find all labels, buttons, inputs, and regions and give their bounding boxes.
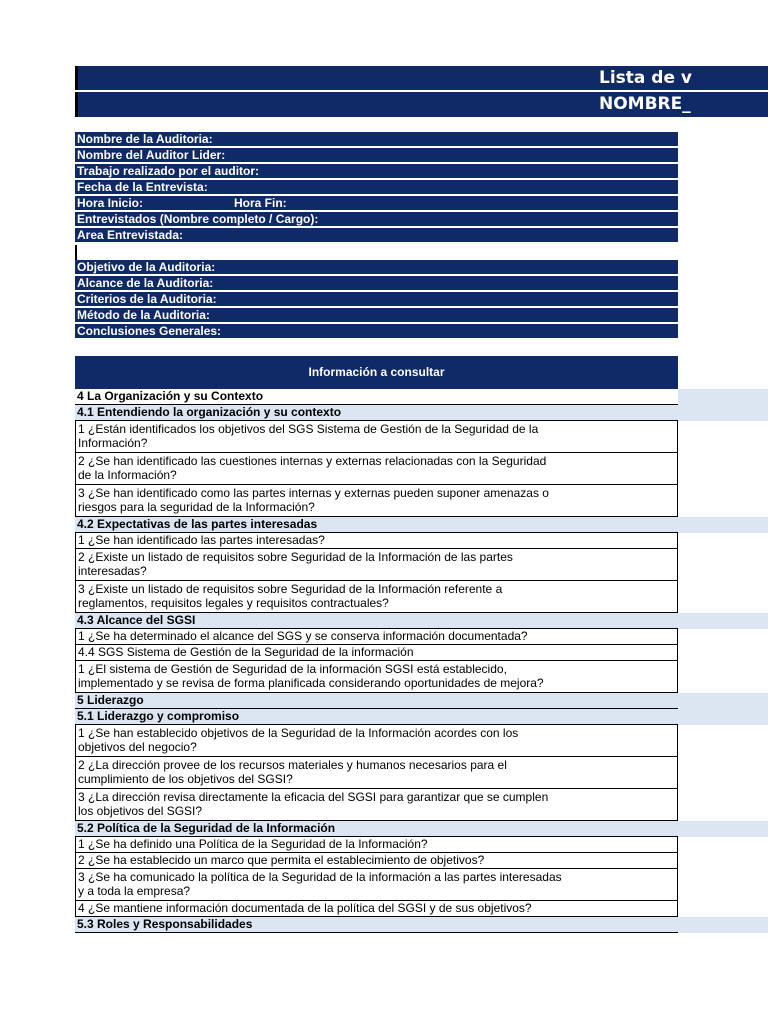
question-text: implementado y se revisa de forma planificada considerando oportunidades de mejora?	[78, 676, 544, 690]
info-table-header: Información a consultar	[75, 356, 678, 389]
section-heading[interactable]	[75, 821, 678, 837]
section-band	[678, 405, 768, 421]
field-work-by-auditor[interactable]: Trabajo realizado por el auditor:	[75, 164, 678, 179]
field-interviewees[interactable]: Entrevistados (Nombre completo / Cargo):	[75, 212, 678, 227]
cell-cursor	[75, 245, 77, 260]
question-text: los objetivos del SGSI?	[78, 804, 203, 818]
section-heading-text: 5.1 Liderazgo y compromiso	[77, 709, 240, 723]
name-bar	[75, 92, 768, 117]
question-text: objetivos del negocio?	[78, 740, 197, 754]
question-text: 3 ¿La dirección revisa directamente la eficacia del SGSI para garantizar que se cumplen	[78, 790, 549, 804]
question-text: riesgos para la seguridad de la Información?	[78, 500, 315, 514]
section-heading[interactable]	[75, 693, 678, 709]
question-text: 3 ¿Existe un listado de requisitos sobre Seguridad de la Información referente a	[78, 582, 503, 596]
question-row[interactable]	[75, 581, 678, 613]
section-band	[678, 389, 768, 405]
section-band	[678, 693, 768, 709]
field-lead-auditor[interactable]: Nombre del Auditor Lider:	[75, 148, 678, 163]
question-row[interactable]	[75, 645, 678, 661]
section-heading-text: 4.1 Entendiendo la organización y su contexto	[77, 405, 342, 419]
question-text: cumplimiento de los objetivos del SGSI?	[78, 772, 293, 786]
question-row[interactable]	[75, 549, 678, 581]
question-row[interactable]	[75, 869, 678, 901]
question-text: 1 ¿El sistema de Gestión de Seguridad de la información SGSI está establecido,	[78, 662, 507, 676]
section-heading-text: 5.2 Política de la Seguridad de la Información	[77, 821, 336, 835]
question-row[interactable]	[75, 421, 678, 453]
question-text: 1 ¿Se han establecido objetivos de la Seguridad de la Información acordes con los	[78, 726, 519, 740]
end-time-label: Hora Fin:	[234, 196, 287, 210]
question-row[interactable]	[75, 837, 678, 853]
section-heading[interactable]	[75, 917, 678, 933]
question-row[interactable]	[75, 789, 678, 821]
question-text: 2 ¿La dirección provee de los recursos materiales y humanos necesarios para el	[78, 758, 507, 772]
section-band	[678, 709, 768, 725]
field-conclusions[interactable]: Conclusiones Generales:	[75, 324, 678, 339]
question-row[interactable]	[75, 533, 678, 549]
start-time-label: Hora Inicio:	[77, 196, 144, 210]
field-area[interactable]: Area Entrevistada:	[75, 228, 678, 243]
question-text: 4 ¿Se mantiene información documentada de la política del SGSI y de sus objetivos?	[78, 901, 532, 915]
question-row[interactable]	[75, 453, 678, 485]
question-text: 2 ¿Se ha establecido un marco que permita el establecimiento de objetivos?	[78, 853, 485, 867]
field-interview-date[interactable]: Fecha de la Entrevista:	[75, 180, 678, 195]
field-audit-scope[interactable]: Alcance de la Auditoria:	[75, 276, 678, 291]
field-audit-criteria[interactable]: Criterios de la Auditoria:	[75, 292, 678, 307]
section-heading-text: 5 Liderazgo	[77, 693, 144, 707]
question-text: 1 ¿Se han identificado las partes interesadas?	[78, 533, 325, 547]
question-text: 3 ¿Se han identificado como las partes internas y externas pueden suponer amenazas o	[78, 486, 549, 500]
section-heading-text: 5.3 Roles y Responsabilidades	[77, 917, 253, 931]
field-audit-objective[interactable]: Objetivo de la Auditoria:	[75, 260, 678, 275]
question-text: 2 ¿Existe un listado de requisitos sobre Seguridad de la Información de las partes	[78, 550, 513, 564]
section-heading[interactable]	[75, 709, 678, 725]
section-band	[678, 613, 768, 629]
title-bar	[75, 66, 768, 90]
question-row[interactable]	[75, 661, 678, 693]
question-text: 1 ¿Están identificados los objetivos del SGS Sistema de Gestión de la Seguridad de la	[78, 422, 539, 436]
sheet-title: Lista de v	[599, 68, 692, 88]
section-band	[678, 917, 768, 933]
question-row[interactable]	[75, 485, 678, 517]
field-audit-method[interactable]: Método de la Auditoria:	[75, 308, 678, 323]
question-text: y a toda la empresa?	[78, 884, 191, 898]
section-heading-text: 4 La Organización y su Contexto	[77, 389, 264, 403]
question-text: 1 ¿Se ha definido una Política de la Seguridad de la Información?	[78, 837, 428, 851]
question-text: 2 ¿Se han identificado las cuestiones internas y externas relacionadas con la Seguridad	[78, 454, 547, 468]
question-text: interesadas?	[78, 564, 147, 578]
section-heading-text: 4.3 Alcance del SGSI	[77, 613, 196, 627]
question-text: Información?	[78, 436, 148, 450]
section-heading[interactable]	[75, 405, 678, 421]
question-text: 1 ¿Se ha determinado el alcance del SGS y se conserva información documentada?	[78, 629, 528, 643]
section-heading-text: 4.2 Expectativas de las partes interesadas	[77, 517, 318, 531]
field-audit-name[interactable]: Nombre de la Auditoria:	[75, 132, 678, 147]
question-text: 3 ¿Se ha comunicado la política de la Seguridad de la información a las partes interesadas	[78, 870, 562, 884]
question-text: de la Información?	[78, 468, 177, 482]
question-row[interactable]	[75, 901, 678, 917]
section-heading[interactable]	[75, 517, 678, 533]
section-band	[678, 517, 768, 533]
question-row[interactable]	[75, 725, 678, 757]
question-text: reglamentos, requisitos legales y requisitos contractuales?	[78, 596, 389, 610]
question-row[interactable]	[75, 757, 678, 789]
section-band	[678, 821, 768, 837]
question-row[interactable]	[75, 853, 678, 869]
field-start-end-time[interactable]	[75, 196, 678, 211]
name-title: NOMBRE_	[599, 94, 691, 114]
section-heading[interactable]	[75, 389, 678, 405]
question-row[interactable]	[75, 629, 678, 645]
section-heading[interactable]	[75, 613, 678, 629]
question-text: 4.4 SGS Sistema de Gestión de la Seguridad de la información	[78, 645, 414, 659]
